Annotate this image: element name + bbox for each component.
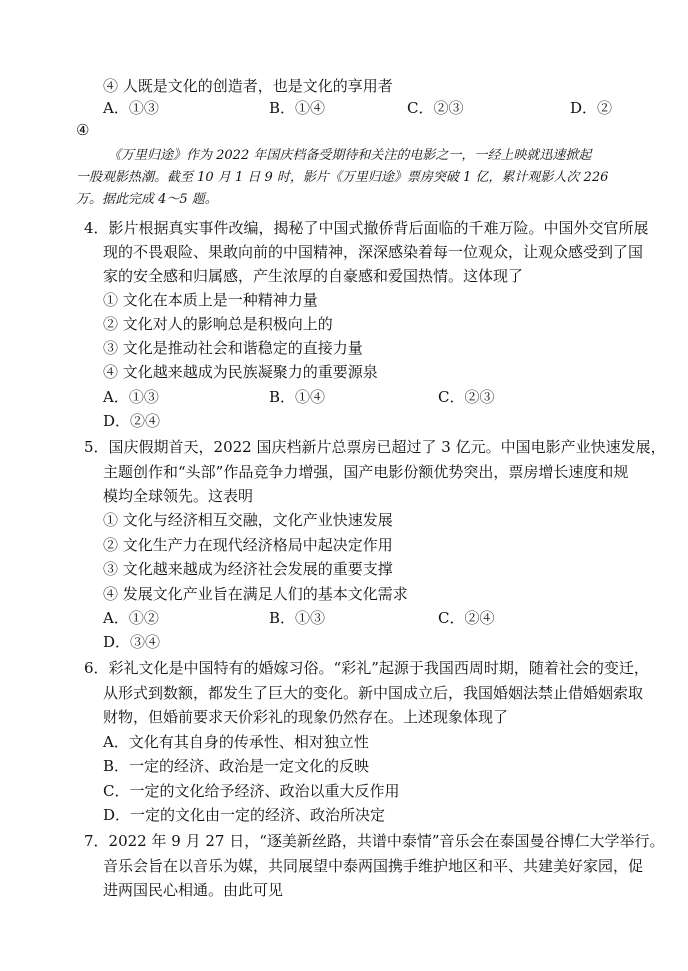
q4-stem-2: 现的不畏艰险、果敢向前的中国精神，深深感染着每一位观众，让观众感受到了国 <box>103 243 644 261</box>
q4-option-c: C．②③ <box>438 388 495 406</box>
q4-option-b: B．①④ <box>269 388 326 406</box>
q6-option-d: D．一定的文化由一定的经济、政治所决定 <box>103 806 386 824</box>
q7-stem-2: 音乐会旨在以音乐为媒，共同展望中泰两国携手维护地区和平、共建美好家园，促 <box>103 857 644 875</box>
passage-line-3: 万。据此完成 4～5 题。 <box>76 192 218 207</box>
q5-stem-3: 模均全球领先。这表明 <box>103 487 254 505</box>
q4-option-a: A．①③ <box>103 388 159 406</box>
passage-line-2: 一股观影热潮。截至 10 月 1 日 9 时，影片《万里归途》票房突破 1 亿，累计观影人次 226 <box>76 170 609 185</box>
passage-line-1: 《万里归途》作为 2022 年国庆档备受期待和关注的电影之一，一经上映就迅速掀起 <box>108 148 592 163</box>
q4-item-4: ④ 文化越来越成为民族凝聚力的重要源泉 <box>103 363 378 381</box>
q6-option-a: A．文化有其自身的传承性、相对独立性 <box>103 733 369 751</box>
q3-item-4: ④ 人既是文化的创造者，也是文化的享用者 <box>103 77 393 95</box>
q3-options <box>103 97 623 119</box>
q5-item-2: ② 文化生产力在现代经济格局中起决定作用 <box>103 536 393 554</box>
q3-option-d-wrap: ④ <box>76 121 90 139</box>
q4-item-1: ① 文化在本质上是一种精神力量 <box>103 291 318 309</box>
q6-stem-3: 财物，但婚前要求天价彩礼的现象仍然存在。上述现象体现了 <box>103 708 509 726</box>
q4-option-d: D．②④ <box>103 412 161 430</box>
q4-stem-3: 家的安全感和归属感，产生浓厚的自豪感和爱国热情。这体现了 <box>103 267 524 285</box>
q6-stem-1: 6．彩礼文化是中国特有的婚嫁习俗。“彩礼”起源于我国西周时期，随着社会的变迁， <box>84 659 649 677</box>
q5-options <box>103 607 623 629</box>
q5-option-d: D．③④ <box>103 633 161 651</box>
q5-option-a: A．①② <box>103 609 159 627</box>
q3-option-b: B．①④ <box>269 99 326 117</box>
q7-stem-1: 7．2022 年 9 月 27 日，“逐美新丝路，共谱中泰情”音乐会在泰国曼谷博仁大学举行。 <box>84 832 665 850</box>
q3-option-d: D．② <box>570 99 613 117</box>
q5-item-3: ③ 文化越来越成为经济社会发展的重要支撑 <box>103 560 393 578</box>
q5-stem-2: 主题创作和“头部”作品竞争力增强，国产电影份额优势突出，票房增长速度和规 <box>103 463 629 481</box>
q5-item-1: ① 文化与经济相互交融，文化产业快速发展 <box>103 511 393 529</box>
q4-options <box>103 386 623 408</box>
q7-stem-3: 进两国民心相通。由此可见 <box>103 881 284 899</box>
q5-option-c: C．②④ <box>438 609 495 627</box>
q6-option-b: B．一定的经济、政治是一定文化的反映 <box>103 757 370 775</box>
q4-item-3: ③ 文化是推动社会和谐稳定的直接力量 <box>103 339 363 357</box>
q4-stem-1: 4．影片根据真实事件改编，揭秘了中国式撤侨背后面临的千难万险。中国外交官所展 <box>84 219 649 237</box>
q3-option-c: C．②③ <box>407 99 464 117</box>
q5-option-b: B．①③ <box>269 609 326 627</box>
q6-stem-2: 从形式到数额，都发生了巨大的变化。新中国成立后，我国婚姻法禁止借婚姻索取 <box>103 684 644 702</box>
q4-item-2: ② 文化对人的影响总是积极向上的 <box>103 315 333 333</box>
q5-item-4: ④ 发展文化产业旨在满足人们的基本文化需求 <box>103 585 408 603</box>
q5-stem-1: 5．国庆假期首天，2022 国庆档新片总票房已超过了 3 亿元。中国电影产业快速发展， <box>84 438 666 456</box>
q3-option-a: A．①③ <box>103 99 159 117</box>
q6-option-c: C．一定的文化给予经济、政治以重大反作用 <box>103 782 400 800</box>
